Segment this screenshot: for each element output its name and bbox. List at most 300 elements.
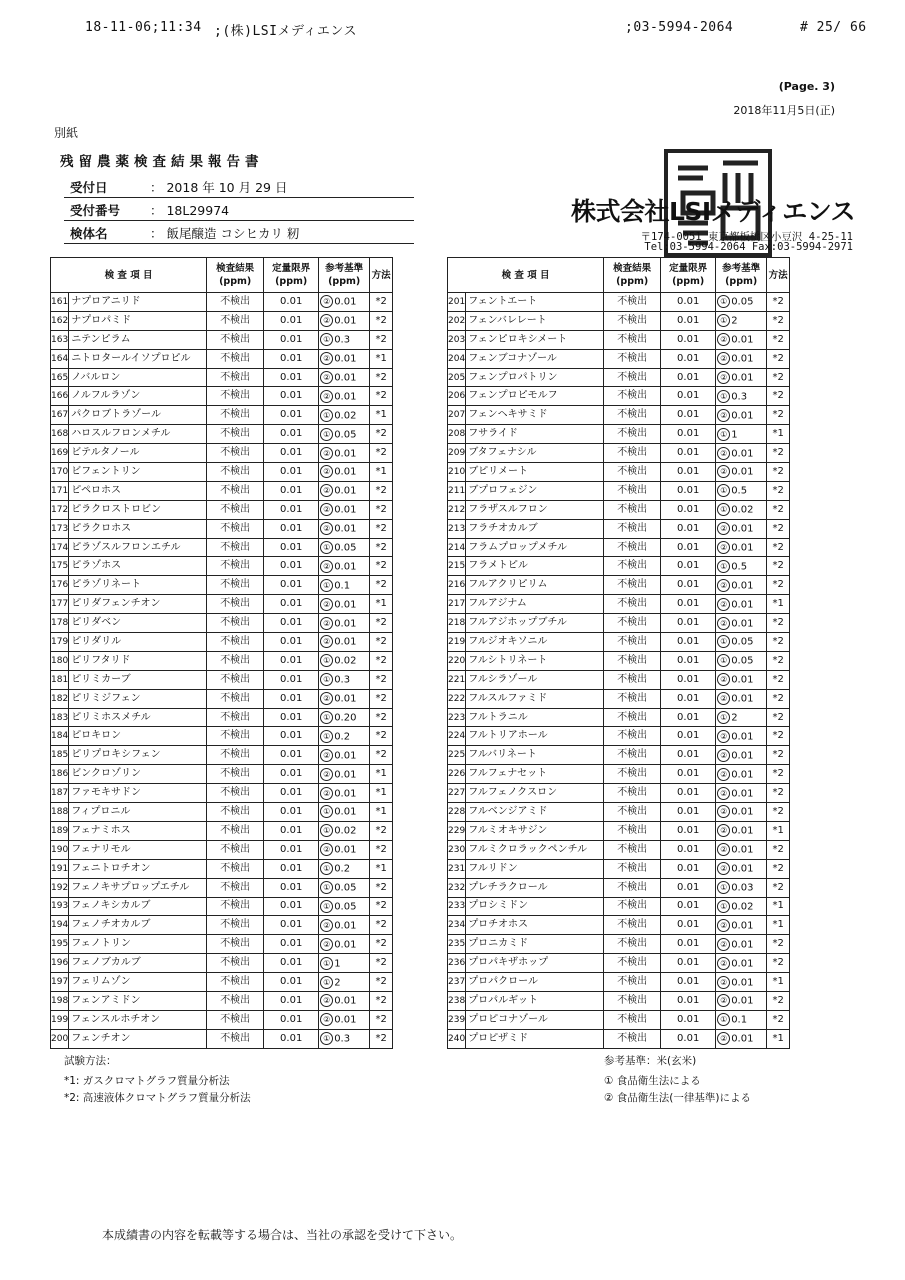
row-number: 223 <box>448 708 466 727</box>
item-name: ピリフタリド <box>69 651 207 670</box>
std-cell <box>716 500 767 519</box>
row-number: 192 <box>51 878 69 897</box>
std-basis-marker: ② <box>717 598 730 611</box>
item-name: ナプロアニリド <box>69 293 207 312</box>
row-number: 184 <box>51 727 69 746</box>
std-cell <box>716 425 767 444</box>
lq-value: 0.01 <box>264 878 319 897</box>
table-row <box>51 991 393 1010</box>
std-cell <box>716 1029 767 1048</box>
std-value: 2 <box>731 712 738 724</box>
table-row <box>448 1029 790 1048</box>
method-value: *2 <box>767 481 790 500</box>
std-value: 0.01 <box>731 788 754 800</box>
std-value: 0.20 <box>334 712 357 724</box>
std-value: 0.01 <box>731 334 754 346</box>
method-value: *2 <box>370 1010 393 1029</box>
method-value: *2 <box>767 840 790 859</box>
std-cell <box>319 1029 370 1048</box>
method-value: *2 <box>767 633 790 652</box>
std-basis-marker: ① <box>717 635 730 648</box>
lq-value: 0.01 <box>661 1010 716 1029</box>
info-value: ： 18L29974 <box>150 203 230 218</box>
lq-value: 0.01 <box>264 293 319 312</box>
item-name: フェンブコナゾール <box>466 349 604 368</box>
std-value: 0.05 <box>334 901 357 913</box>
std-cell <box>319 368 370 387</box>
row-number: 215 <box>448 557 466 576</box>
method-value: *2 <box>767 765 790 784</box>
std-cell <box>716 765 767 784</box>
company-name: 株式会社LSIメディエンス <box>571 197 855 226</box>
std-cell <box>319 538 370 557</box>
result-value: 不検出 <box>604 689 661 708</box>
lq-value: 0.01 <box>264 1010 319 1029</box>
fax-datetime: 18-11-06;11:34 <box>85 20 202 35</box>
table-row <box>448 557 790 576</box>
lq-value: 0.01 <box>264 708 319 727</box>
result-value: 不検出 <box>604 878 661 897</box>
std-basis-marker: ① <box>320 654 333 667</box>
std-cell <box>716 727 767 746</box>
std-basis-marker: ① <box>717 503 730 516</box>
result-value: 不検出 <box>207 463 264 482</box>
std-cell <box>319 954 370 973</box>
table-row <box>448 500 790 519</box>
row-number: 202 <box>448 311 466 330</box>
item-name: フルミクロラックペンチル <box>466 840 604 859</box>
row-number: 207 <box>448 406 466 425</box>
result-value: 不検出 <box>207 821 264 840</box>
std-cell <box>319 689 370 708</box>
result-value: 不検出 <box>207 293 264 312</box>
item-name: フルシトリネート <box>466 651 604 670</box>
table-row <box>448 746 790 765</box>
std-basis-marker: ② <box>320 560 333 573</box>
item-name: ピラクロストロビン <box>69 500 207 519</box>
row-number: 230 <box>448 840 466 859</box>
table-row <box>448 293 790 312</box>
row-number: 234 <box>448 916 466 935</box>
table-row <box>51 349 393 368</box>
table-row <box>448 330 790 349</box>
lq-value: 0.01 <box>661 897 716 916</box>
result-value: 不検出 <box>604 595 661 614</box>
std-cell <box>716 991 767 1010</box>
table-row <box>51 803 393 822</box>
method-value: *2 <box>767 651 790 670</box>
std-value: 0.01 <box>334 448 357 460</box>
row-number: 163 <box>51 330 69 349</box>
method-value: *2 <box>767 746 790 765</box>
std-value: 0.3 <box>731 391 748 403</box>
std-value: 0.01 <box>334 353 357 365</box>
table-row <box>448 821 790 840</box>
lq-value: 0.01 <box>661 614 716 633</box>
std-value: 0.02 <box>731 901 754 913</box>
table-row <box>448 708 790 727</box>
lq-value: 0.01 <box>661 689 716 708</box>
fax-tel: ;03-5994-2064 <box>625 20 734 35</box>
row-number: 239 <box>448 1010 466 1029</box>
std-basis-marker: ① <box>717 1013 730 1026</box>
method-value: *2 <box>370 689 393 708</box>
result-value: 不検出 <box>207 1029 264 1048</box>
table-row <box>448 633 790 652</box>
lq-value: 0.01 <box>264 859 319 878</box>
result-value: 不検出 <box>604 557 661 576</box>
item-name: ブピリメート <box>466 463 604 482</box>
method-value: *2 <box>767 859 790 878</box>
table-row <box>448 973 790 992</box>
method-value: *2 <box>767 689 790 708</box>
std-basis-marker: ② <box>717 333 730 346</box>
lq-value: 0.01 <box>661 803 716 822</box>
result-value: 不検出 <box>604 765 661 784</box>
row-number: 166 <box>51 387 69 406</box>
lq-value: 0.01 <box>264 557 319 576</box>
row-number: 187 <box>51 784 69 803</box>
item-name: フラチオカルブ <box>466 519 604 538</box>
item-name: フルトラニル <box>466 708 604 727</box>
lq-value: 0.01 <box>264 463 319 482</box>
table-row <box>51 368 393 387</box>
row-number: 191 <box>51 859 69 878</box>
std-basis-marker: ② <box>320 787 333 800</box>
std-cell <box>716 406 767 425</box>
results-table-right <box>447 257 790 1049</box>
std-basis-marker: ① <box>320 541 333 554</box>
result-value: 不検出 <box>604 349 661 368</box>
method-value: *2 <box>370 991 393 1010</box>
result-value: 不検出 <box>604 746 661 765</box>
lq-value: 0.01 <box>264 784 319 803</box>
std-cell <box>319 651 370 670</box>
std-basis-marker: ① <box>717 900 730 913</box>
result-value: 不検出 <box>604 293 661 312</box>
lq-value: 0.01 <box>661 746 716 765</box>
std-cell <box>319 500 370 519</box>
std-basis-marker: ② <box>717 805 730 818</box>
attachment-label: 別紙 <box>54 126 79 140</box>
result-value: 不検出 <box>207 878 264 897</box>
method-value: *1 <box>370 784 393 803</box>
std-value: 0.01 <box>334 391 357 403</box>
info-value: ： 飯尾醸造 コシヒカリ 籾 <box>150 226 300 241</box>
lq-value: 0.01 <box>264 500 319 519</box>
method-value: *2 <box>767 878 790 897</box>
item-name: プロニカミド <box>466 935 604 954</box>
row-number: 198 <box>51 991 69 1010</box>
std-cell <box>716 633 767 652</box>
lq-value: 0.01 <box>661 633 716 652</box>
std-basis-marker: ② <box>320 522 333 535</box>
std-cell <box>716 784 767 803</box>
std-value: 0.01 <box>731 806 754 818</box>
table-row <box>51 689 393 708</box>
item-name: ピラゾホス <box>69 557 207 576</box>
row-number: 165 <box>51 368 69 387</box>
method-value: *1 <box>767 897 790 916</box>
lq-value: 0.01 <box>264 651 319 670</box>
table-row <box>51 463 393 482</box>
row-number: 205 <box>448 368 466 387</box>
lq-value: 0.01 <box>661 444 716 463</box>
item-name: ピリプロキシフェン <box>69 746 207 765</box>
std-value: 0.01 <box>334 995 357 1007</box>
result-value: 不検出 <box>604 916 661 935</box>
std-basis-marker: ① <box>717 881 730 894</box>
table-row <box>448 670 790 689</box>
std-basis-marker: ① <box>717 654 730 667</box>
method-value: *2 <box>370 840 393 859</box>
std-cell <box>716 821 767 840</box>
method-value: *1 <box>767 821 790 840</box>
std-basis-marker: ② <box>717 541 730 554</box>
issue-date: 2018年11月5日(正) <box>733 104 835 117</box>
std-value: 0.01 <box>334 296 357 308</box>
item-name: フェンアミドン <box>69 991 207 1010</box>
item-name: ニテンピラム <box>69 330 207 349</box>
method-value: *1 <box>767 916 790 935</box>
std-cell <box>319 311 370 330</box>
table-row <box>51 387 393 406</box>
table-row <box>448 538 790 557</box>
item-name: フェノチオカルブ <box>69 916 207 935</box>
item-name: ピリミホスメチル <box>69 708 207 727</box>
std-cell <box>319 727 370 746</box>
std-cell <box>716 897 767 916</box>
result-value: 不検出 <box>207 689 264 708</box>
row-number: 185 <box>51 746 69 765</box>
std-value: 0.3 <box>334 674 351 686</box>
std-cell <box>319 1010 370 1029</box>
item-name: フルジオキソニル <box>466 633 604 652</box>
table-row <box>448 368 790 387</box>
std-basis-marker: ② <box>717 994 730 1007</box>
item-name: ブプロフェジン <box>466 481 604 500</box>
item-name: フィプロニル <box>69 803 207 822</box>
lq-value: 0.01 <box>661 425 716 444</box>
std-basis-marker: ① <box>717 390 730 403</box>
method-value: *2 <box>370 670 393 689</box>
method-title: 試験方法： <box>64 1055 117 1067</box>
col-std-header: 参考基準(ppm) <box>319 258 370 293</box>
table-row <box>448 878 790 897</box>
std-cell <box>716 1010 767 1029</box>
result-value: 不検出 <box>207 614 264 633</box>
result-value: 不検出 <box>207 1010 264 1029</box>
method-value: *2 <box>370 387 393 406</box>
results-table-left <box>50 257 393 1049</box>
item-name: フルベンジアミド <box>466 803 604 822</box>
std-value: 0.01 <box>731 863 754 875</box>
std-cell <box>716 614 767 633</box>
method-value: *2 <box>370 330 393 349</box>
method-value: *2 <box>370 651 393 670</box>
table-row <box>448 897 790 916</box>
table-row <box>448 481 790 500</box>
col-method-header: 方法 <box>370 258 393 293</box>
std-basis-marker: ② <box>320 390 333 403</box>
row-number: 235 <box>448 935 466 954</box>
row-number: 212 <box>448 500 466 519</box>
result-value: 不検出 <box>604 897 661 916</box>
std-basis-marker: ② <box>717 465 730 478</box>
item-name: ビテルタノール <box>69 444 207 463</box>
row-number: 173 <box>51 519 69 538</box>
item-name: ピリミジフェン <box>69 689 207 708</box>
lq-value: 0.01 <box>661 840 716 859</box>
result-value: 不検出 <box>207 897 264 916</box>
std-value: 0.01 <box>334 523 357 535</box>
row-number: 189 <box>51 821 69 840</box>
std-basis-marker: ① <box>320 824 333 837</box>
std-cell <box>319 444 370 463</box>
row-number: 188 <box>51 803 69 822</box>
row-number: 181 <box>51 670 69 689</box>
method-value: *2 <box>370 500 393 519</box>
row-number: 233 <box>448 897 466 916</box>
std-basis-marker: ① <box>717 295 730 308</box>
item-name: フェンプロパトリン <box>466 368 604 387</box>
std-value: 0.05 <box>334 882 357 894</box>
std-value: 0.05 <box>334 429 357 441</box>
std-cell <box>716 538 767 557</box>
std-value: 0.01 <box>731 731 754 743</box>
std-value: 0.01 <box>731 353 754 365</box>
result-value: 不検出 <box>604 387 661 406</box>
item-name: ノバルロン <box>69 368 207 387</box>
item-name: フェンバレレート <box>466 311 604 330</box>
table-row <box>448 916 790 935</box>
info-label: 検体名 <box>70 226 108 241</box>
row-number: 225 <box>448 746 466 765</box>
lq-value: 0.01 <box>264 991 319 1010</box>
lq-value: 0.01 <box>661 991 716 1010</box>
result-value: 不検出 <box>604 859 661 878</box>
table-header-row <box>51 258 393 293</box>
table-row <box>51 293 393 312</box>
lq-value: 0.01 <box>661 311 716 330</box>
std-basis-marker: ① <box>320 900 333 913</box>
std-value: 0.01 <box>731 372 754 384</box>
result-value: 不検出 <box>604 803 661 822</box>
result-value: 不検出 <box>604 1029 661 1048</box>
item-name: ファモキサドン <box>69 784 207 803</box>
std-value: 0.01 <box>731 523 754 535</box>
result-value: 不検出 <box>207 633 264 652</box>
lq-value: 0.01 <box>661 973 716 992</box>
method-value: *2 <box>370 1029 393 1048</box>
row-number: 214 <box>448 538 466 557</box>
std-value: 1 <box>731 429 738 441</box>
lq-value: 0.01 <box>661 708 716 727</box>
method-value: *2 <box>767 368 790 387</box>
result-value: 不検出 <box>207 954 264 973</box>
table-row <box>448 727 790 746</box>
std-2: ② 食品衛生法(一律基準)による <box>604 1092 751 1104</box>
lq-value: 0.01 <box>661 387 716 406</box>
result-value: 不検出 <box>604 576 661 595</box>
item-name: フェノキサプロップエチル <box>69 878 207 897</box>
std-cell <box>716 330 767 349</box>
method-value: *2 <box>767 500 790 519</box>
std-basis-marker: ① <box>320 957 333 970</box>
std-value: 0.01 <box>334 844 357 856</box>
lq-value: 0.01 <box>661 557 716 576</box>
table-row <box>51 897 393 916</box>
row-number: 236 <box>448 954 466 973</box>
method-value: *2 <box>767 519 790 538</box>
row-number: 221 <box>448 670 466 689</box>
std-cell <box>319 633 370 652</box>
row-number: 216 <box>448 576 466 595</box>
std-cell <box>319 463 370 482</box>
table-row <box>51 916 393 935</box>
item-name: ピリミカーブ <box>69 670 207 689</box>
item-name: フラムプロップメチル <box>466 538 604 557</box>
std-cell <box>319 576 370 595</box>
table-row <box>448 463 790 482</box>
method-value: *1 <box>370 859 393 878</box>
item-name: プレチラクロール <box>466 878 604 897</box>
std-value: 1 <box>334 958 341 970</box>
lq-value: 0.01 <box>661 784 716 803</box>
col-item-header: 検 査 項 目 <box>51 258 207 293</box>
std-value: 0.05 <box>731 296 754 308</box>
table-row <box>51 821 393 840</box>
method-value: *1 <box>370 803 393 822</box>
std-basis-marker: ① <box>320 1032 333 1045</box>
std-cell <box>716 311 767 330</box>
method-value: *2 <box>767 330 790 349</box>
result-value: 不検出 <box>604 670 661 689</box>
std-cell <box>319 406 370 425</box>
lq-value: 0.01 <box>264 954 319 973</box>
method-value: *2 <box>370 708 393 727</box>
std-basis-marker: ① <box>320 579 333 592</box>
result-value: 不検出 <box>207 765 264 784</box>
result-value: 不検出 <box>207 387 264 406</box>
item-name: フルアジホップブチル <box>466 614 604 633</box>
row-number: 170 <box>51 463 69 482</box>
lq-value: 0.01 <box>264 765 319 784</box>
item-name: フェノトリン <box>69 935 207 954</box>
std-cell <box>716 349 767 368</box>
std-cell <box>716 481 767 500</box>
std-cell <box>319 897 370 916</box>
col-result-header: 検査結果(ppm) <box>207 258 264 293</box>
std-value: 0.1 <box>334 580 351 592</box>
item-name: フルリドン <box>466 859 604 878</box>
method-value: *2 <box>767 557 790 576</box>
std-basis-marker: ② <box>320 295 333 308</box>
std-value: 0.01 <box>731 618 754 630</box>
row-number: 182 <box>51 689 69 708</box>
std-value: 0.02 <box>334 655 357 667</box>
std-cell <box>319 746 370 765</box>
method-value: *2 <box>767 406 790 425</box>
table-row <box>51 727 393 746</box>
result-value: 不検出 <box>207 406 264 425</box>
std-cell <box>319 803 370 822</box>
row-number: 226 <box>448 765 466 784</box>
lq-value: 0.01 <box>661 293 716 312</box>
std-cell <box>319 425 370 444</box>
result-value: 不検出 <box>207 595 264 614</box>
std-basis-marker: ② <box>717 976 730 989</box>
